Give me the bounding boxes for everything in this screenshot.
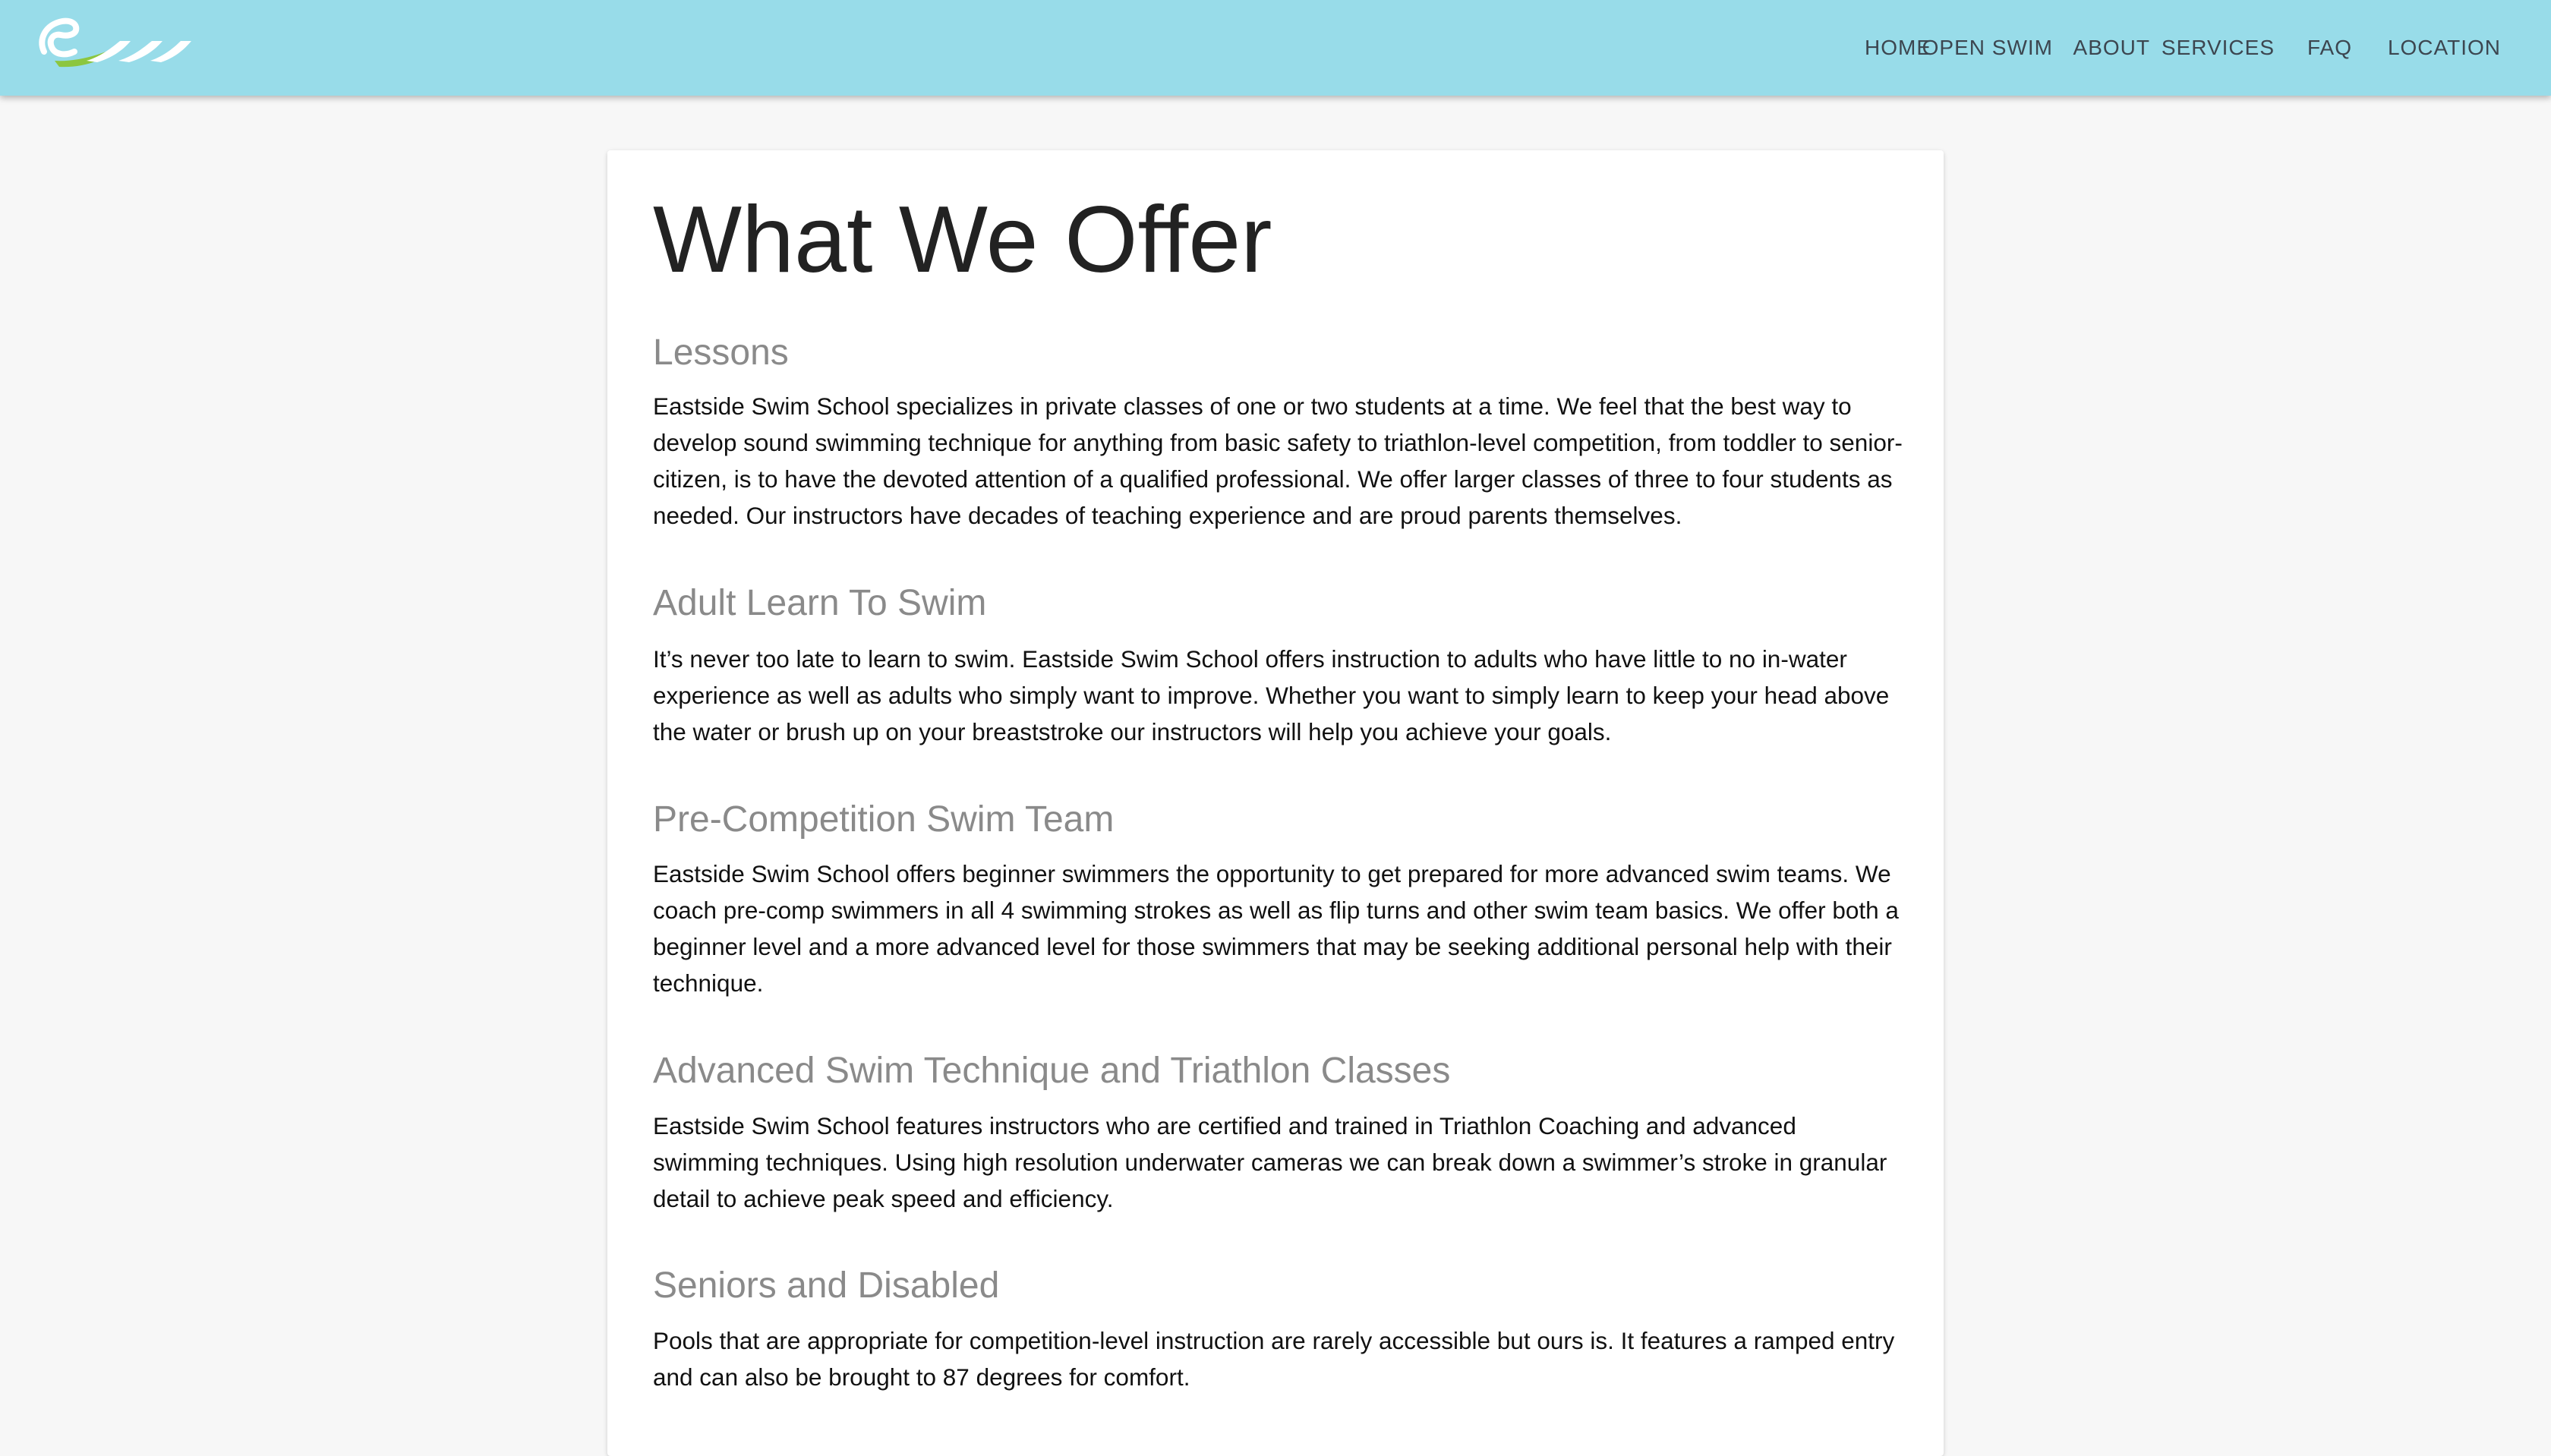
wave-logo-icon[interactable] bbox=[33, 17, 193, 71]
section-heading-lessons: Lessons bbox=[653, 332, 789, 373]
section-body-advanced-triathlon: Eastside Swim School features instructors who are certified and trained in Triathlon Coaching and advanced swimming techniques. Using high resolution underwater cameras we can break down a swimmer’s stroke in granular detail to achieve peak speed and efficiency. bbox=[653, 1112, 1887, 1212]
nav-location[interactable]: LOCATION bbox=[2387, 36, 2501, 59]
section-heading-advanced-triathlon: Advanced Swim Technique and Triathlon Classes bbox=[653, 1051, 1451, 1091]
section-body-pre-competition: Eastside Swim School offers beginner swimmers the opportunity to get prepared for more advanced swim teams. We coach pre-comp swimmers in all 4 swimming strokes as well as flip turns and other swim team basics. We offer both a beginner level and a more advanced level for those swimmers that may be seeking additional personal help with their technique. bbox=[653, 860, 1899, 997]
section-heading-pre-competition: Pre-Competition Swim Team bbox=[653, 799, 1115, 840]
nav-open-swim[interactable]: OPEN SWIM bbox=[1922, 36, 2053, 59]
section-heading-adult-learn-to-swim: Adult Learn To Swim bbox=[653, 583, 987, 623]
nav-services[interactable]: SERVICES bbox=[2161, 36, 2275, 59]
top-navigation-bar bbox=[0, 0, 2551, 96]
section-body-adult-learn-to-swim: It’s never too late to learn to swim. Eastside Swim School offers instruction to adults who have little to no in-water experience as well as adults who simply want to improve. Whether you want to simply learn to keep your head above the water or brush up on your breaststroke our instructors will help you achieve your goals. bbox=[653, 645, 1890, 745]
nav-faq[interactable]: FAQ bbox=[2307, 36, 2352, 59]
nav-home[interactable]: HOME bbox=[1865, 36, 1931, 59]
section-heading-seniors-disabled: Seniors and Disabled bbox=[653, 1265, 1000, 1306]
nav-about[interactable]: ABOUT bbox=[2073, 36, 2150, 59]
content-card bbox=[607, 150, 1944, 1456]
page-title: What We Offer bbox=[653, 188, 1272, 292]
section-body-lessons: Eastside Swim School specializes in private classes of one or two students at a time. We feel that the best way to develop sound swimming technique for anything from basic safety to triathlon-level competition, from toddler to senior-citizen, is to have the devoted attention of a qualified professional. We offer larger classes of three to four students as needed. Our instructors have decades of teaching experience and are proud parents themselves. bbox=[653, 392, 1903, 529]
section-body-seniors-disabled: Pools that are appropriate for competition-level instruction are rarely accessible but ours is. It features a ramped entry and can also be brought to 87 degrees for comfort. bbox=[653, 1327, 1895, 1391]
